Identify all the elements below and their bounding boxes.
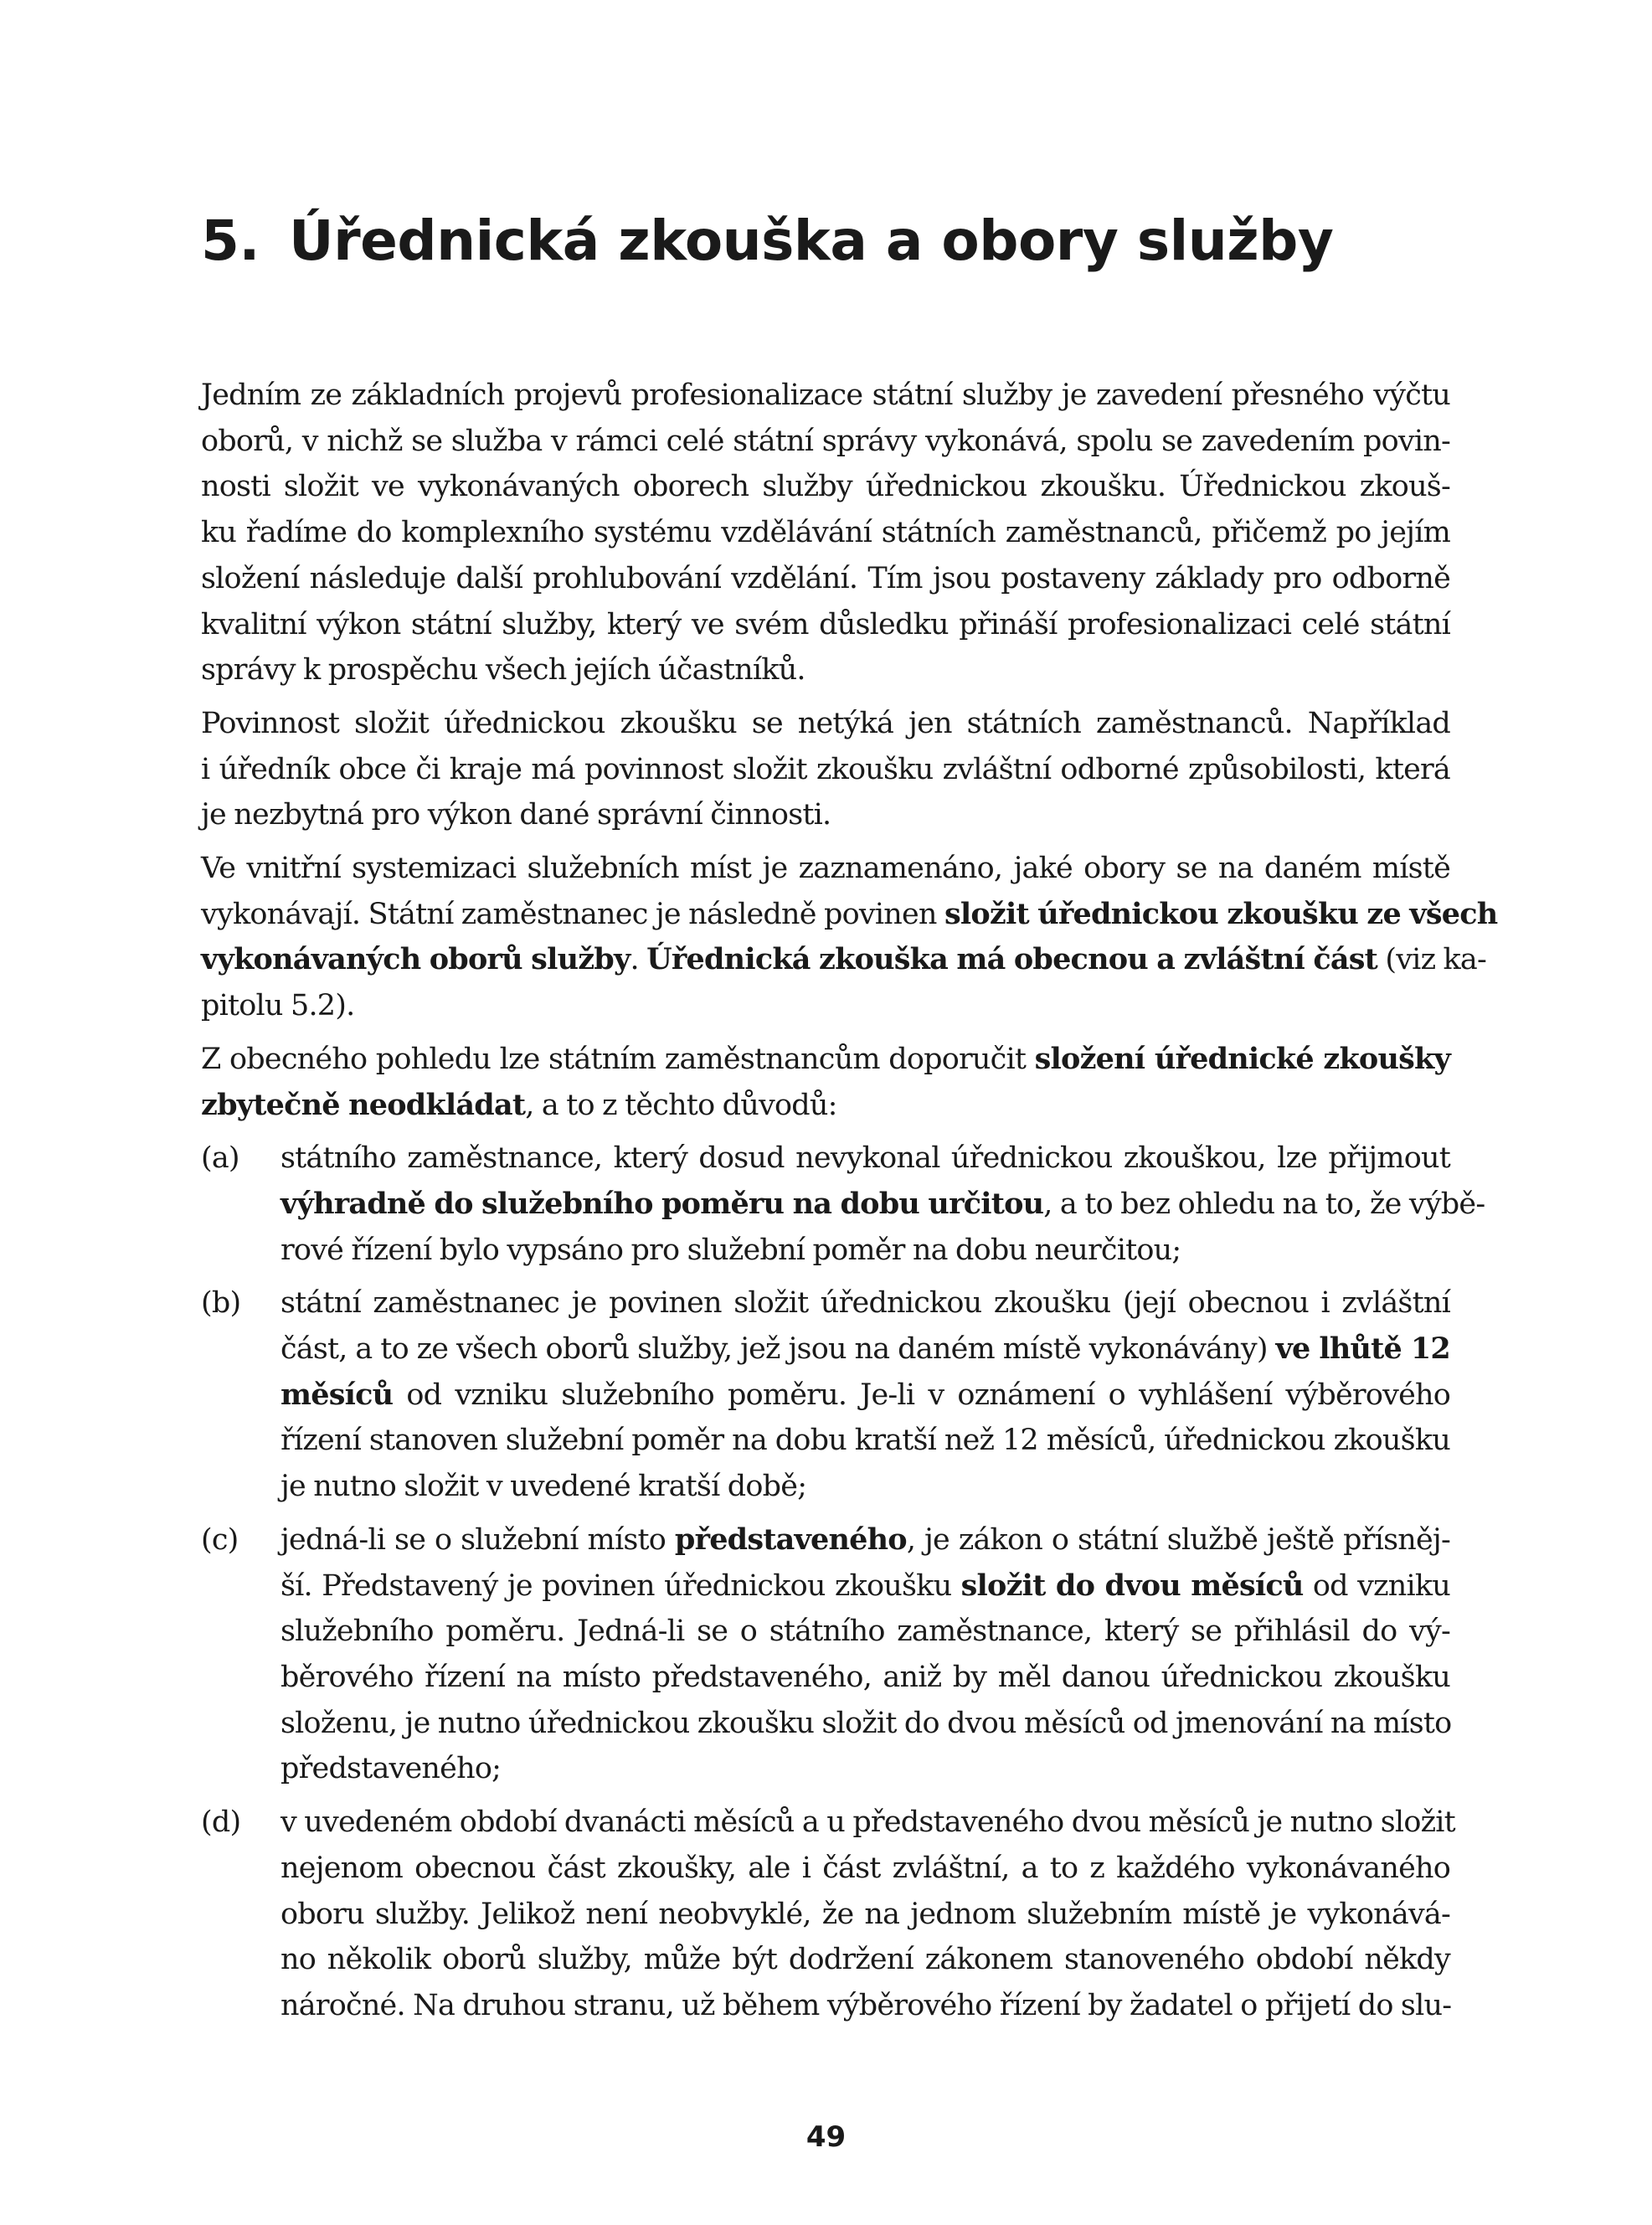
text-run: oboru služby. Jelikož není neobvyklé, že na jednom služebním místě je vykonává- — [280, 1897, 1450, 1931]
text-line — [280, 1182, 1485, 1228]
text-run: řízení stanoven služební poměr na dobu kratší než 12 měsíců, úřednickou zkoušku — [280, 1424, 1450, 1458]
paragraph — [201, 701, 1450, 838]
text-line — [280, 1892, 1450, 1938]
list-item-label: (a) — [201, 1141, 239, 1176]
text-line — [201, 419, 1450, 465]
text-run: část, a to ze všech oborů služby, jež jsou na daném místě vykonávány) — [280, 1332, 1276, 1367]
text-line — [201, 373, 1450, 419]
text-run: nosti složit ve vykonávaných oborech služby úřednickou zkoušku. Úřednickou zkouš- — [201, 470, 1450, 504]
bold-text-run: vykonávaných oborů služby — [201, 942, 630, 977]
text-run: Ve vnitřní systemizaci služebních míst je zaznamenáno, jaké obory se na daném místě — [201, 852, 1450, 886]
text-line — [201, 647, 1450, 693]
text-run: služebního poměru. Jedná-li se o státního zaměstnance, který se přihlásil do vý- — [280, 1615, 1450, 1649]
text-run: (viz ka- — [1377, 943, 1487, 977]
text-run: státního zaměstnance, který dosud nevykonal úřednickou zkouškou, lze přijmout — [280, 1141, 1450, 1176]
text-line — [280, 1136, 1450, 1182]
text-run: od vzniku — [1303, 1568, 1451, 1603]
bold-text-run: představeného — [674, 1522, 907, 1557]
text-line — [201, 892, 1498, 938]
text-line — [201, 464, 1450, 510]
text-line — [201, 747, 1450, 793]
text-line — [280, 1746, 1450, 1792]
text-run: vykonávají. Státní zaměstnanec je následně povinen — [201, 897, 944, 931]
list-item-label: (d) — [201, 1805, 241, 1840]
chapter-title-text: Úřednická zkouška a obory služby — [289, 209, 1334, 273]
text-run: i úředník obce či kraje má povinnost složit zkoušku zvláštní odborné způsobilosti, která — [201, 752, 1450, 786]
text-line — [280, 1228, 1450, 1274]
bold-text-run: složit do dvou měsíců — [960, 1568, 1304, 1603]
text-run: složení následuje další prohlubování vzdělání. Tím jsou postaveny základy pro odborně — [201, 561, 1450, 595]
text-run: pitolu 5.2). — [201, 989, 355, 1023]
list-item — [201, 1800, 1455, 2029]
text-run: náročné. Na druhou stranu, už během výběrového řízení by žadatel o přijetí do slu- — [280, 1988, 1452, 2022]
text-line — [280, 1517, 1450, 1563]
chapter-number: 5. — [201, 209, 260, 273]
text-line — [280, 1418, 1450, 1464]
text-run: státní zaměstnanec je povinen složit úřednickou zkoušku (její obecnou i zvláštní — [280, 1286, 1450, 1321]
text-run: Povinnost složit úřednickou zkoušku se netýká jen státních zaměstnanců. Například — [201, 706, 1450, 740]
bold-text-run: složení úřednické zkoušky — [1034, 1041, 1450, 1076]
bold-text-run: měsíců — [280, 1377, 394, 1412]
text-run: ší. Představený je povinen úřednickou zkoušku — [280, 1568, 961, 1603]
text-line — [201, 983, 1450, 1029]
bold-text-run: výhradně do služebního poměru na dobu určitou — [280, 1186, 1044, 1221]
text-line — [280, 1800, 1455, 1846]
page-number: 49 — [805, 2120, 847, 2154]
paragraph — [201, 1037, 1450, 1128]
text-line — [201, 556, 1450, 602]
text-line — [201, 937, 1487, 983]
text-line — [201, 792, 1450, 838]
list-item — [201, 1517, 1450, 1792]
text-line — [280, 1701, 1450, 1747]
text-run: oborů, v nichž se služba v rámci celé státní správy vykonává, spolu se zavedením povin- — [201, 424, 1450, 458]
text-run: od vzniku služebního poměru. Je-li v oznámení o vyhlášení výběrového — [393, 1378, 1450, 1412]
text-run: ku řadíme do komplexního systému vzdělávání státních zaměstnanců, přičemž po jejím — [201, 516, 1450, 550]
text-line — [280, 1373, 1450, 1419]
text-run: běrového řízení na místo představeného, aniž by měl danou úřednickou zkoušku — [280, 1660, 1450, 1694]
text-run: je nutno složit v uvedené kratší době; — [280, 1470, 807, 1504]
text-run: . — [630, 943, 647, 977]
bold-text-run: ve lhůtě 12 — [1275, 1331, 1450, 1367]
text-run: jedná-li se o služební místo — [280, 1522, 675, 1557]
paragraph — [201, 373, 1450, 693]
text-line — [280, 1846, 1450, 1892]
text-line — [201, 1037, 1450, 1083]
text-line — [201, 602, 1450, 648]
text-line — [201, 1083, 1450, 1129]
list-item-label: (c) — [201, 1522, 239, 1557]
text-run: Jedním ze základních projevů profesionalizace státní služby je zavedení přesného výčtu — [201, 379, 1450, 412]
text-line — [280, 1983, 1450, 2029]
text-line — [280, 1280, 1450, 1326]
text-run: představeného; — [280, 1752, 502, 1786]
text-run: správy k prospěchu všech jejích účastníků. — [201, 653, 805, 688]
list-item-label: (b) — [201, 1286, 241, 1321]
text-run: v uvedeném období dvanácti měsíců a u představeného dvou měsíců je nutno složit — [280, 1805, 1455, 1840]
text-run: , a to z těchto důvodů: — [525, 1088, 837, 1122]
text-line — [280, 1655, 1450, 1701]
text-run: , je zákon o státní službě ještě přísněj- — [906, 1522, 1450, 1557]
text-line — [280, 1326, 1450, 1373]
paragraph — [201, 846, 1498, 1029]
text-line — [201, 701, 1450, 747]
text-line — [280, 1464, 1450, 1510]
text-run: , a to bez ohledu na to, že výbě- — [1043, 1187, 1485, 1221]
bold-text-run: Úřednická zkouška má obecnou a zvláštní část — [646, 942, 1378, 977]
text-run: Z obecného pohledu lze státním zaměstnancům doporučit — [201, 1042, 1035, 1076]
text-line — [280, 1937, 1450, 1983]
text-run: je nezbytná pro výkon dané správní činnosti. — [201, 798, 831, 832]
text-line — [201, 846, 1450, 892]
text-run: kvalitní výkon státní služby, který ve svém důsledku přináší profesionalizaci celé státní — [201, 607, 1450, 641]
chapter-title — [201, 208, 1333, 275]
text-run: složenu, je nutno úřednickou zkoušku složit do dvou měsíců od jmenování na místo — [280, 1706, 1452, 1740]
bold-text-run: složit úřednickou zkoušku ze všech — [944, 896, 1498, 931]
list-item — [201, 1136, 1485, 1273]
bold-text-run: zbytečně neodkládat — [201, 1087, 526, 1122]
text-run: no několik oborů služby, může být dodržení zákonem stanoveného období někdy — [280, 1943, 1450, 1977]
text-run: nejenom obecnou část zkoušky, ale i část zvláštní, a to z každého vykonávaného — [280, 1851, 1450, 1885]
list-item — [201, 1280, 1450, 1510]
text-line — [280, 1563, 1450, 1610]
text-line — [201, 510, 1450, 556]
body-text — [201, 373, 1498, 2037]
text-run: rové řízení bylo vypsáno pro služební poměr na dobu neurčitou; — [280, 1233, 1181, 1267]
text-line — [280, 1609, 1450, 1655]
